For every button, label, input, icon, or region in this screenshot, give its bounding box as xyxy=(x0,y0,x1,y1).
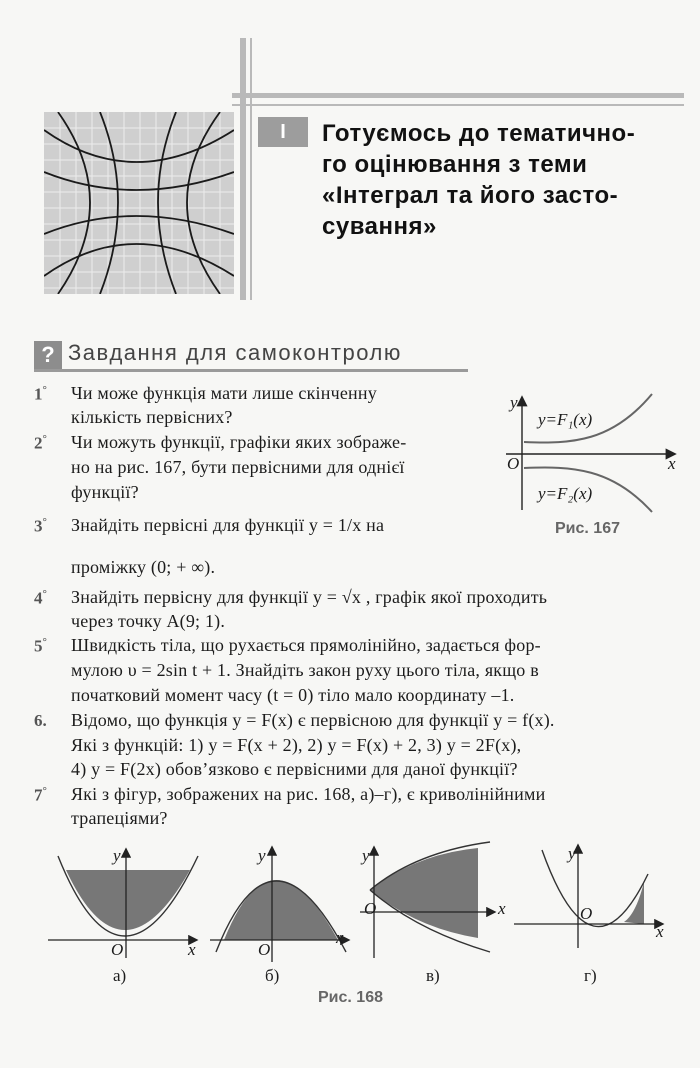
task-number-3: 3° xyxy=(34,516,47,536)
question-icon: ? xyxy=(34,341,62,369)
fig168c-region xyxy=(370,848,478,938)
task-1-line-1: Чи може функція мати лише скінченну xyxy=(71,383,377,403)
fig168d-origin-label: O xyxy=(580,904,593,923)
task-6-line-2: Які з функцій: 1) y = F(x + 2), 2) y = F(x) + 2, 3) y = 2F(x), xyxy=(71,735,522,755)
section-marker-label: I xyxy=(280,121,286,143)
fig167-caption: Рис. 167 xyxy=(555,520,620,537)
task-3-line-2: проміжку (0; + ∞). xyxy=(71,557,216,577)
task-5-line-2: мулою υ = 2sin t + 1. Знайдіть закон руху цього тіла, якщо в xyxy=(71,660,539,680)
fig168c-subcaption: в) xyxy=(426,966,440,985)
task-number-1: 1° xyxy=(34,384,47,404)
fig168a-subcaption: а) xyxy=(113,966,127,985)
fig168c-origin-label: O xyxy=(364,899,377,918)
header-rule-vertical xyxy=(240,38,246,300)
header-rule-mid xyxy=(232,104,684,106)
fig168b-origin-label: O xyxy=(258,940,271,959)
fig168b-x-label: x xyxy=(336,928,344,947)
fig168a-origin-label: O xyxy=(111,940,124,959)
task-5-line-3: початковий момент часу (t = 0) тіло мало координату –1. xyxy=(71,685,515,705)
selfcheck-underline xyxy=(34,369,468,372)
task-4-line-1: Знайдіть первісну для функції y = √x , графік якої проходить xyxy=(71,587,548,607)
fig167-f1-label: y=F₁(x) xyxy=(538,410,593,429)
task-6-line-1: Відомо, що функція y = F(x) є первісною для функції y = f(x). xyxy=(71,710,555,730)
task-1-line-2: кількість первісних? xyxy=(71,407,233,427)
task-5-line-1: Швидкість тіла, що рухається прямолінійно, задається фор- xyxy=(71,635,541,655)
task-3-line-1: Знайдіть первісні для функції y = 1/x на xyxy=(71,515,385,535)
fig168a-region xyxy=(66,870,190,930)
chapter-title-line-3: «Інтеграл та його засто- xyxy=(322,182,619,209)
task-2-line-1: Чи можуть функції, графіки яких зображе- xyxy=(71,432,407,452)
fig168a-y-label: y xyxy=(113,846,121,865)
fig168a-x-label: x xyxy=(188,940,196,959)
task-7-line-2: трапеціями? xyxy=(71,808,168,828)
fig168d-subcaption: г) xyxy=(584,966,597,985)
task-6-line-3: 4) y = F(2x) обов’язково є первісними для даної функції? xyxy=(71,759,518,779)
fig167-origin-label: O xyxy=(507,454,520,473)
chapter-title-line-2: го оцінювання з теми xyxy=(322,151,588,178)
fig167-f2-label: y=F₂(x) xyxy=(538,484,593,503)
task-number-4: 4° xyxy=(34,588,47,608)
chapter-title-line-4: сування» xyxy=(322,213,437,240)
fig167-y-label: y xyxy=(510,393,518,412)
task-4-line-2: через точку A(9; 1). xyxy=(71,611,226,631)
fig168d-y-label: y xyxy=(568,844,576,863)
chapter-title-line-1: Готуємось до тематично- xyxy=(322,120,636,147)
header-illustration xyxy=(44,112,234,294)
fig168b-y-label: y xyxy=(258,846,266,865)
selfcheck-heading: Завдання для самоконтролю xyxy=(68,340,402,365)
fig167-x-label: x xyxy=(668,454,676,473)
fig168d-x-label: x xyxy=(656,922,664,941)
task-number-2: 2° xyxy=(34,433,47,453)
task-2-line-3: функції? xyxy=(71,482,139,502)
fig168-caption: Рис. 168 xyxy=(318,989,383,1006)
task-number-7: 7° xyxy=(34,785,47,805)
header-rule-top xyxy=(232,93,684,98)
task-number-6: 6. xyxy=(34,711,47,730)
fig168b-subcaption: б) xyxy=(265,966,280,985)
fig168c-y-label: y xyxy=(362,846,370,865)
task-number-5: 5° xyxy=(34,636,47,656)
header-rule-vertical-thin xyxy=(250,38,252,300)
task-7-line-1: Які з фігур, зображених на рис. 168, а)–г), є криволінійними xyxy=(71,784,546,804)
fig168b-region xyxy=(224,880,338,940)
fig168c-x-label: x xyxy=(498,899,506,918)
task-2-line-2: но на рис. 167, бути первісними для однієї xyxy=(71,457,405,477)
section-marker xyxy=(258,117,308,147)
